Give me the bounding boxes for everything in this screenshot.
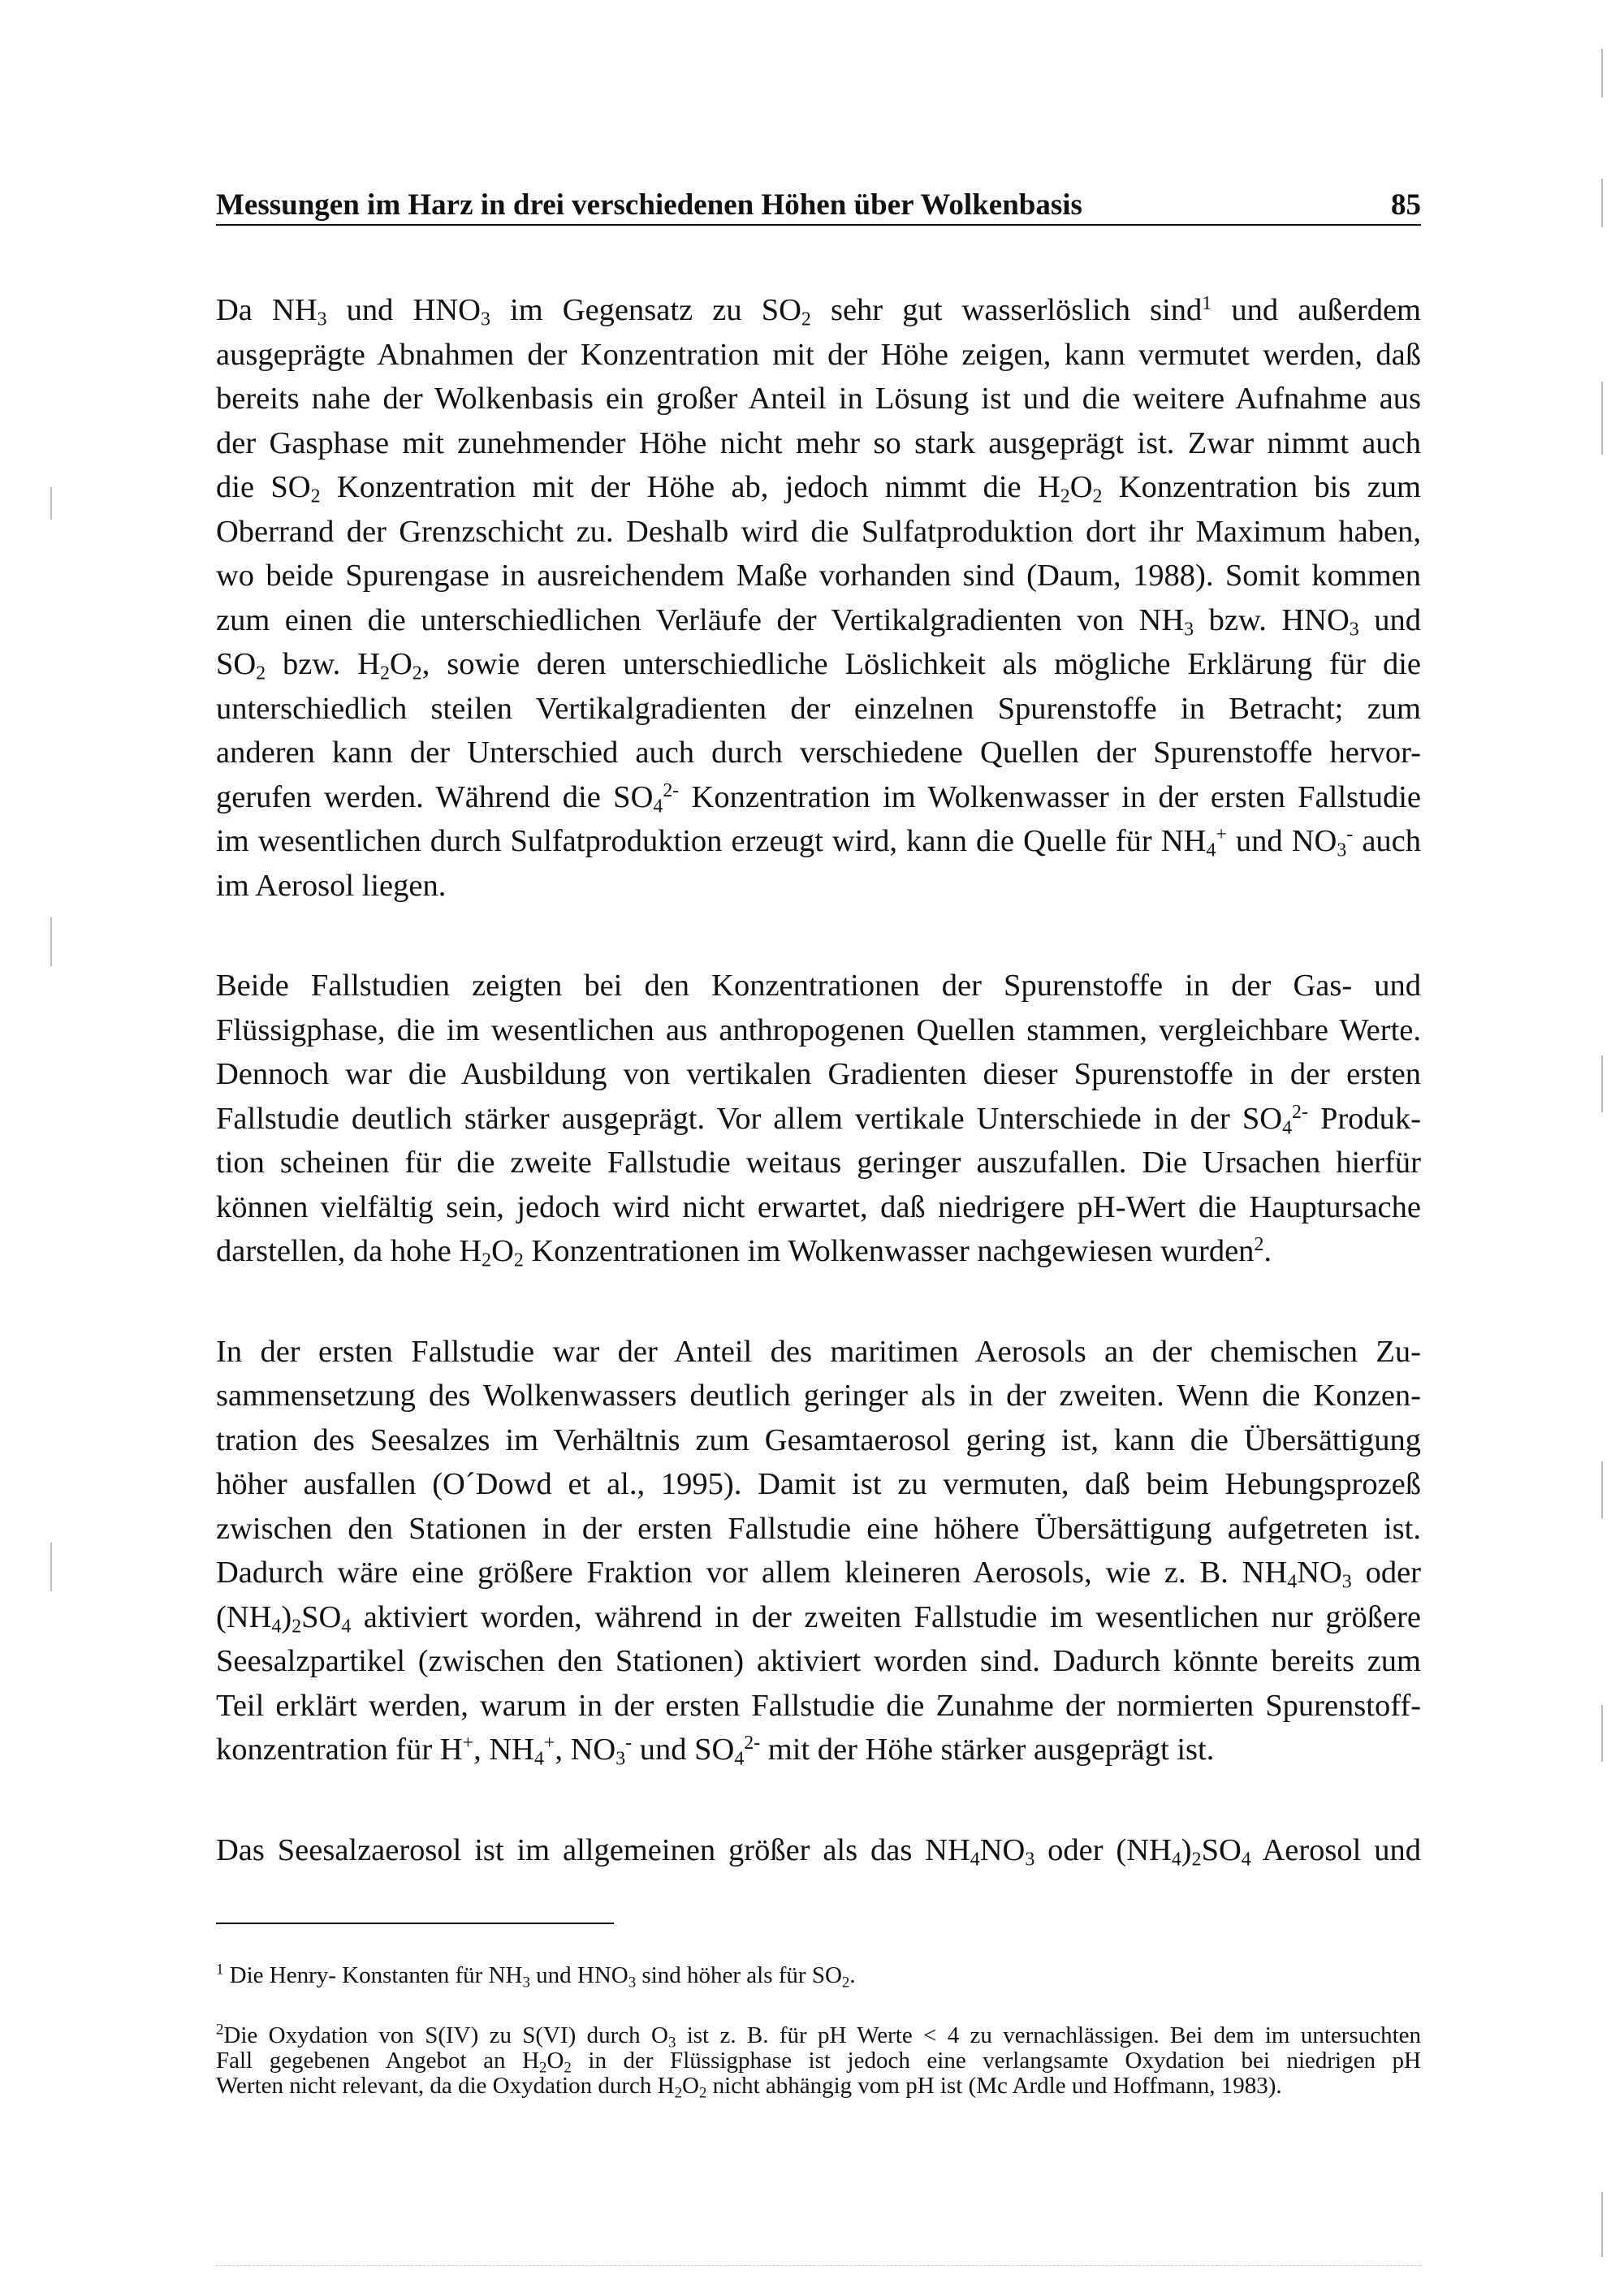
line: $^2$Die Oxydation von S(IV) zu S(VI) durch $O_3$ ist z. B. für pH Werte < 4 zu vernachlässigen. Bei dem im untersuchten — [216, 2021, 1421, 2052]
line: unterschiedlich steilen Vertikalgradienten der einzelnen Spurenstoffe in Betracht; zum — [216, 691, 1421, 726]
line: $(NH_4)_2SO_4$ aktiviert worden, während in der zweiten Fallstudie im wesentlichen nur größere — [216, 1599, 1421, 1638]
scan-margin-mark — [1601, 1705, 1603, 1762]
line: Werten nicht relevant, da die Oxydation durch $H_2O_2$ nicht abhängig vom pH ist (Mc Ardle und Hoffmann, 1983). — [216, 2073, 1282, 2102]
line: Fall gegebenen Angebot an $H_2O_2$ in der Flüssigphase ist jedoch eine verlangsamte Oxydation bei niedrigen pH — [216, 2048, 1421, 2077]
paragraph-2 — [216, 964, 1421, 1274]
line: darstellen, da hohe $H_2O_2$ Konzentrationen im Wolkenwasser nachgewiesen wurden$^2$. — [216, 1233, 1272, 1271]
line: tion scheinen für die zweite Fallstudie weitaus geringer auszufallen. Die Ursachen hierfür — [216, 1146, 1421, 1180]
paragraph-1 — [216, 288, 1421, 908]
running-header — [216, 187, 1421, 226]
scan-margin-mark — [1601, 1461, 1603, 1518]
line: der Gasphase mit zunehmender Höhe nicht mehr so stark ausgeprägt ist. Zwar nimmt auch — [216, 425, 1421, 460]
line: konzentration für H+, $NH_4^+$, $NO_3^-$ und $SO_4^{2-}$ mit der Höhe stärker ausgeprägt ist. — [216, 1732, 1215, 1770]
line: Da $NH_3$ und $HNO_3$ im Gegensatz zu $SO_2$ sehr gut wasserlöslich sind$^1$ und außerdem — [216, 292, 1421, 330]
scan-margin-mark — [1601, 1055, 1603, 1112]
line: gerufen werden. Während die $SO_4^{2-}$ Konzentration im Wolkenwasser in der ersten Fallstudie — [216, 779, 1422, 818]
scan-margin-mark — [1601, 49, 1603, 97]
line: Dennoch war die Ausbildung von vertikalen Gradienten dieser Spurenstoffe in der ersten — [216, 1057, 1421, 1091]
line: Das Seesalzaerosol ist im allgemeinen größer als das $NH_4NO_3$ oder $(NH_4)_2SO_4$ Aerosol und — [216, 1832, 1421, 1871]
paragraph-4 — [216, 1828, 1421, 1873]
line: können vielfältig sein, jedoch wird nicht erwartet, daß niedrigere pH-Wert die Hauptursache — [216, 1189, 1421, 1224]
scan-margin-mark — [50, 917, 52, 966]
footnote-1 — [216, 1961, 1421, 1992]
line: $^1$ Die Henry- Konstanten für $NH_3$ und $HNO_3$ sind höher als für $SO_2$. — [216, 1961, 856, 1992]
scan-margin-mark — [50, 1543, 52, 1591]
line: bereits nahe der Wolkenbasis ein großer Anteil in Lösung ist und die weitere Aufnahme aus — [216, 382, 1421, 416]
line: Teil erklärt werden, warum in der ersten Fallstudie die Zunahme der normierten Spurenstoff- — [216, 1688, 1421, 1723]
line: Flüssigphase, die im wesentlichen aus anthropogenen Quellen stammen, vergleichbare Werte. — [216, 1012, 1421, 1047]
line: zum einen die unterschiedlichen Verläufe der Vertikalgradienten von $NH_3$ bzw. $HNO_3$ und — [216, 602, 1421, 641]
main-text — [216, 288, 1421, 1872]
line: tration des Seesalzes im Verhältnis zum Gesamtaerosol gering ist, kann die Übersättigung — [216, 1422, 1421, 1457]
line: Seesalzpartikel (zwischen den Stationen) aktiviert worden sind. Dadurch könnte bereits zum — [216, 1644, 1421, 1678]
line: im Aerosol liegen. — [216, 868, 447, 903]
footnote-ref-1: 1 — [1202, 292, 1212, 314]
scan-margin-mark — [50, 487, 52, 520]
scan-margin-mark — [1601, 2192, 1603, 2257]
line: Fallstudie deutlich stärker ausgeprägt. Vor allem vertikale Unterschiede in der $SO_4^{2-}$ Produk- — [216, 1101, 1421, 1139]
line: Beide Fallstudien zeigten bei den Konzentrationen der Spurenstoffe in der Gas- und — [216, 969, 1421, 1003]
footnote-2 — [216, 2021, 1421, 2102]
paragraph-3 — [216, 1330, 1421, 1772]
line: ausgeprägte Abnahmen der Konzentration mit der Höhe zeigen, kann vermutet werden, daß — [216, 337, 1421, 372]
line: höher ausfallen (O´Dowd et al., 1995). Damit ist zu vermuten, daß beim Hebungsprozeß — [216, 1467, 1421, 1501]
footnote-separator — [216, 1923, 614, 1924]
scan-bottom-line — [216, 2265, 1421, 2266]
line: sammensetzung des Wolkenwassers deutlich geringer als in der zweiten. Wenn die Konzen- — [216, 1379, 1421, 1413]
line: im wesentlichen durch Sulfatproduktion erzeugt wird, kann die Quelle für $NH_4^+$ und $NO_3^-$ auch — [216, 823, 1422, 861]
scan-margin-mark — [1601, 179, 1603, 227]
scan-margin-mark — [1601, 382, 1603, 455]
line: die $SO_2$ Konzentration mit der Höhe ab, jedoch nimmt die $H_2O_2$ Konzentration bis zum — [216, 470, 1421, 507]
header-title: Messungen im Harz in drei verschiedenen Höhen über Wolkenbasis — [216, 188, 1082, 222]
footnote-ref-2: 2 — [1254, 1233, 1264, 1255]
line: Dadurch wäre eine größere Fraktion vor allem kleineren Aerosols, wie z. B. $NH_4NO_3$ oder — [216, 1556, 1421, 1593]
line: Oberrand der Grenzschicht zu. Deshalb wird die Sulfatproduktion dort ihr Maximum haben, — [216, 514, 1421, 549]
line: In der ersten Fallstudie war der Anteil des maritimen Aerosols an der chemischen Zu- — [216, 1334, 1421, 1369]
line: wo beide Spurengase in ausreichendem Maße vorhanden sind (Daum, 1988). Somit kommen — [216, 559, 1421, 593]
page-number: 85 — [1391, 188, 1421, 222]
line: $SO_2$ bzw. $H_2O_2$, sowie deren unterschiedliche Löslichkeit als mögliche Erklärung für die — [216, 647, 1421, 684]
line: anderen kann der Unterschied auch durch verschiedene Quellen der Spurenstoffe hervor- — [216, 736, 1421, 770]
line: zwischen den Stationen in der ersten Fallstudie eine höhere Übersättigung aufgetreten ist. — [216, 1511, 1421, 1546]
